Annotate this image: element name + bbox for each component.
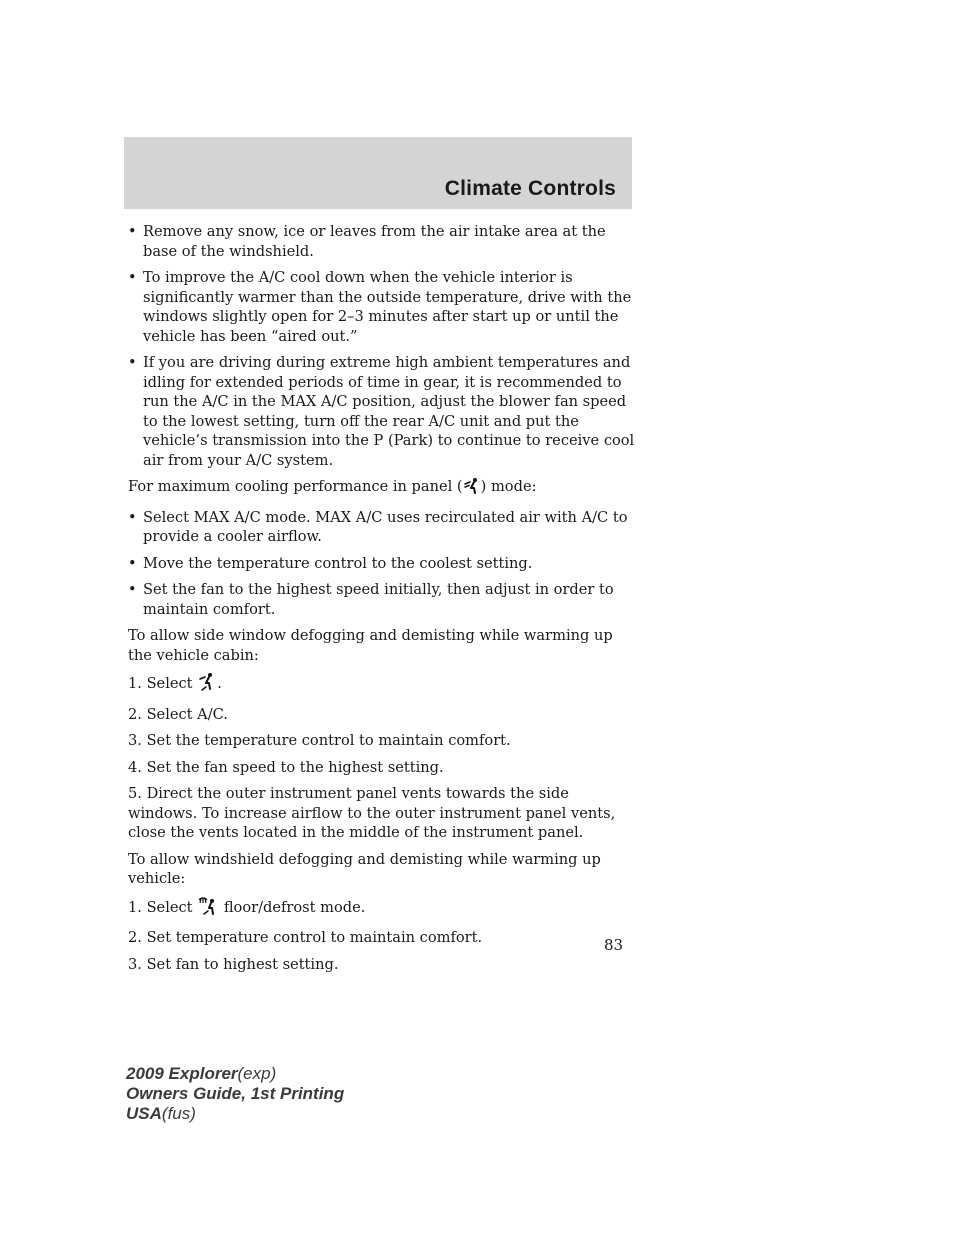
windshield-intro: To allow windshield defogging and demisting while warming up vehicle: bbox=[128, 850, 601, 887]
bullet-text: To improve the A/C cool down when the vehicle interior is significantly warmer than the outside temperature, drive with the windows slightly open for 2–3 minutes after start up or until the vehicle has been “aired out.” bbox=[143, 269, 632, 345]
section-header-band bbox=[124, 137, 632, 209]
footer-market-code: (fus) bbox=[161, 1104, 196, 1123]
footer-edition-info bbox=[126, 1064, 344, 1124]
side-step-1-before: 1. Select bbox=[128, 675, 193, 692]
bullet-text: Select MAX A/C mode. MAX A/C uses recirculated air with A/C to provide a cooler airflow. bbox=[143, 508, 628, 545]
bullet-item: • Set the fan to the highest speed initially, then adjust in order to maintain comfort. bbox=[128, 581, 614, 618]
bullet-item: • Move the temperature control to the coolest setting. bbox=[128, 554, 533, 572]
bullet-text: Remove any snow, ice or leaves from the air intake area at the base of the windshield. bbox=[143, 223, 606, 260]
section-title: Climate Controls bbox=[444, 177, 616, 200]
max-cooling-text-after: ) mode: bbox=[480, 478, 537, 495]
footer-line-3 bbox=[126, 1104, 344, 1124]
page-content bbox=[128, 222, 638, 981]
side-window-intro: To allow side window defogging and demisting while warming up the vehicle cabin: bbox=[128, 627, 613, 664]
floor-defrost-mode-icon bbox=[197, 896, 219, 922]
footer-line-1 bbox=[126, 1064, 344, 1084]
bullet-item: • Remove any snow, ice or leaves from the air intake area at the base of the windshield. bbox=[128, 223, 606, 260]
wind-step: 2. Set temperature control to maintain comfort. bbox=[128, 929, 483, 946]
footer-model-code: (exp) bbox=[237, 1064, 277, 1083]
bullet-item: • To improve the A/C cool down when the vehicle interior is significantly warmer than the outside temperature, drive with the windows slightly open for 2–3 minutes after start up or until the vehicle has been “aired out.” bbox=[128, 269, 632, 345]
page-number: 83 bbox=[604, 936, 624, 954]
footer-model: 2009 Explorer bbox=[126, 1064, 238, 1083]
wind-step-1-after: floor/defrost mode. bbox=[223, 898, 366, 916]
side-step-1 bbox=[128, 672, 638, 698]
side-step-1-after: . bbox=[217, 675, 222, 692]
side-step: 5. Direct the outer instrument panel vents towards the side windows. To increase airflow to the outer instrument panel vents, close the vents located in the middle of the instrument panel. bbox=[128, 785, 616, 841]
side-step: 3. Set the temperature control to maintain comfort. bbox=[128, 732, 511, 749]
max-cooling-text-before: For maximum cooling performance in panel ( bbox=[128, 478, 463, 495]
side-step: 2. Select A/C. bbox=[128, 705, 228, 723]
wind-step-1-before: 1. Select bbox=[128, 898, 193, 916]
wind-step-1 bbox=[128, 896, 638, 922]
footer-line-2: Owners Guide, 1st Printing bbox=[126, 1084, 345, 1103]
panel-vent-mode-icon bbox=[463, 477, 481, 501]
wind-step: 3. Set fan to highest setting. bbox=[128, 955, 339, 973]
footer-market: USA bbox=[126, 1104, 162, 1123]
bullet-item: • If you are driving during extreme high ambient temperatures and idling for extended periods of time in gear, it is recommended to run the A/C in the MAX A/C position, adjust the blower fan speed to the lowest setting, turn off the rear A/C unit and put the vehicle’s transmission into the P (Park) to continue to receive cool air from your A/C system. bbox=[128, 354, 635, 469]
bullet-item: • Select MAX A/C mode. MAX A/C uses recirculated air with A/C to provide a cooler airflow. bbox=[128, 508, 628, 545]
side-step: 4. Set the fan speed to the highest setting. bbox=[128, 758, 444, 776]
bullet-text: Set the fan to the highest speed initially, then adjust in order to maintain comfort. bbox=[143, 581, 614, 618]
bullet-text: If you are driving during extreme high ambient temperatures and idling for extended periods of time in gear, it is recommended to run the A/C in the MAX A/C position, adjust the blower fan speed to the lowest setting, turn off the rear A/C unit and put the vehicle’s transmission into the P (Park) to continue to receive cool air from your A/C system. bbox=[143, 354, 635, 469]
bullet-text: Move the temperature control to the coolest setting. bbox=[143, 554, 533, 572]
panel-floor-mode-icon bbox=[197, 672, 217, 698]
max-cooling-intro bbox=[128, 477, 638, 501]
